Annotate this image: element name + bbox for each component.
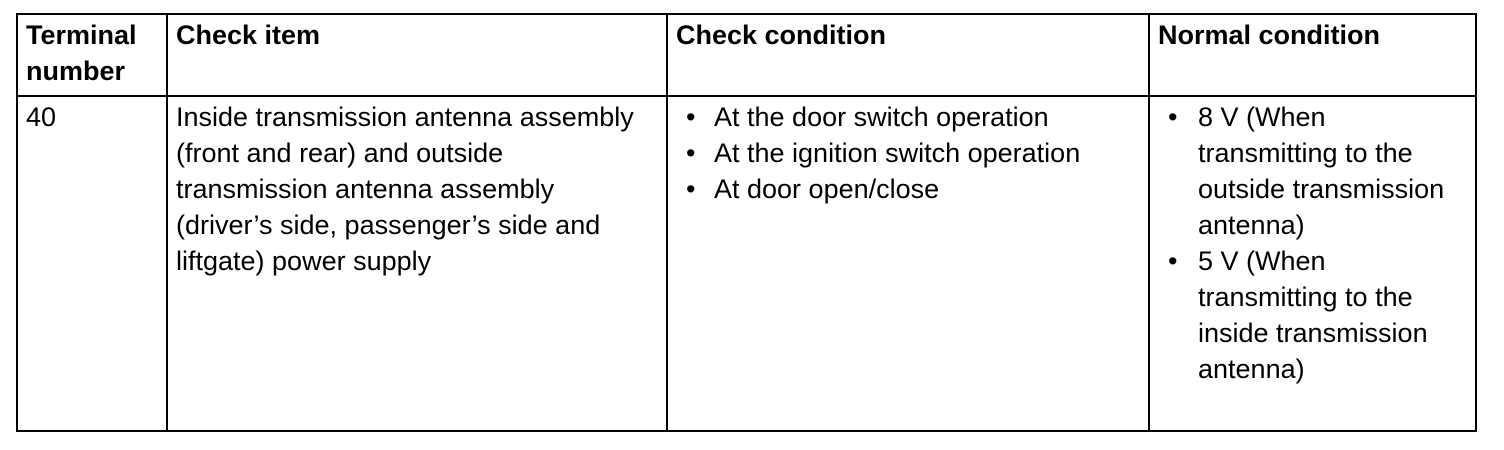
check-condition-text: At the ignition switch operation	[714, 138, 1081, 168]
normal-condition-list	[1158, 99, 1467, 387]
bullet-icon: •	[686, 174, 696, 204]
header-check-item: Check item	[167, 14, 667, 96]
bullet-icon: •	[686, 102, 696, 132]
normal-condition-text: 8 V (When transmitting to the outside transmission antenna)	[1198, 102, 1445, 240]
cell-terminal-number: 40	[17, 96, 167, 431]
check-condition-text: At the door switch operation	[714, 102, 1049, 132]
bullet-icon: •	[1168, 246, 1178, 276]
header-terminal-number: Terminal number	[17, 14, 167, 96]
list-item	[1158, 99, 1467, 243]
list-item	[676, 99, 1140, 135]
terminal-spec-table	[16, 13, 1477, 432]
normal-condition-text: 5 V (When transmitting to the inside transmission antenna)	[1198, 246, 1428, 384]
list-item	[676, 171, 1140, 207]
table-header-row	[17, 14, 1476, 96]
cell-normal-condition	[1149, 96, 1476, 431]
header-check-condition: Check condition	[667, 14, 1149, 96]
cell-check-condition	[667, 96, 1149, 431]
bullet-icon: •	[1168, 102, 1178, 132]
check-condition-text: At door open/close	[714, 174, 940, 204]
cell-check-item: Inside transmission antenna assembly (front and rear) and outside transmission antenna assembly (driver’s side, passenger’s side and liftgate) power supply	[167, 96, 667, 431]
header-normal-condition: Normal condition	[1149, 14, 1476, 96]
bullet-icon: •	[686, 138, 696, 168]
list-item	[1158, 243, 1467, 387]
list-item	[676, 135, 1140, 171]
check-condition-list	[676, 99, 1140, 207]
table-row	[17, 96, 1476, 431]
